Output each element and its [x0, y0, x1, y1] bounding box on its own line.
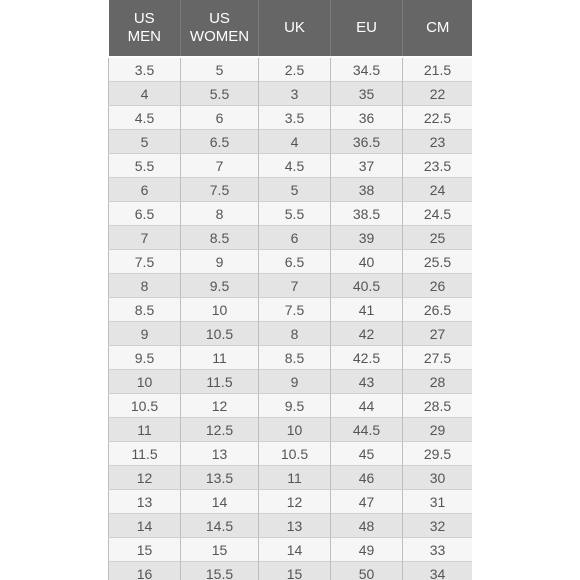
cell-us-women: 6.5	[181, 130, 259, 154]
cell-us-women: 12.5	[181, 418, 259, 442]
cell-cm: 22.5	[403, 106, 473, 130]
cell-cm: 32	[403, 514, 473, 538]
cell-us-women: 15.5	[181, 562, 259, 580]
cell-cm: 28	[403, 370, 473, 394]
cell-eu: 39	[331, 226, 403, 250]
header-label: US	[133, 10, 155, 27]
cell-eu: 50	[331, 562, 403, 580]
table-row	[109, 202, 473, 226]
table-row	[109, 58, 473, 82]
cell-us-men: 11.5	[109, 442, 181, 466]
cell-uk: 4.5	[259, 154, 331, 178]
cell-cm: 27.5	[403, 346, 473, 370]
table-row	[109, 130, 473, 154]
cell-uk: 9	[259, 370, 331, 394]
cell-cm: 30	[403, 466, 473, 490]
cell-uk: 8.5	[259, 346, 331, 370]
cell-us-men: 4	[109, 82, 181, 106]
table-row	[109, 106, 473, 130]
cell-us-women: 10	[181, 298, 259, 322]
cell-cm: 27	[403, 322, 473, 346]
cell-us-men: 7.5	[109, 250, 181, 274]
cell-us-men: 9	[109, 322, 181, 346]
table-row	[109, 394, 473, 418]
cell-uk: 11	[259, 466, 331, 490]
cell-eu: 42.5	[331, 346, 403, 370]
cell-us-men: 10	[109, 370, 181, 394]
cell-uk: 3	[259, 82, 331, 106]
cell-uk: 4	[259, 130, 331, 154]
header-label: US	[209, 10, 230, 27]
cell-us-women: 13.5	[181, 466, 259, 490]
cell-cm: 25	[403, 226, 473, 250]
table-row	[109, 466, 473, 490]
cell-eu: 38.5	[331, 202, 403, 226]
cell-us-women: 5	[181, 58, 259, 82]
cell-eu: 49	[331, 538, 403, 562]
cell-us-men: 6.5	[109, 202, 181, 226]
cell-eu: 40.5	[331, 274, 403, 298]
table-row	[109, 490, 473, 514]
header-label: CM	[426, 19, 450, 36]
cell-eu: 48	[331, 514, 403, 538]
table-row	[109, 82, 473, 106]
cell-us-men: 10.5	[109, 394, 181, 418]
cell-eu: 43	[331, 370, 403, 394]
cell-cm: 29	[403, 418, 473, 442]
cell-eu: 45	[331, 442, 403, 466]
table-row	[109, 322, 473, 346]
cell-cm: 34	[403, 562, 473, 580]
header-uk	[259, 0, 331, 56]
cell-uk: 15	[259, 562, 331, 580]
cell-cm: 26	[403, 274, 473, 298]
cell-cm: 23	[403, 130, 473, 154]
cell-uk: 9.5	[259, 394, 331, 418]
table-body	[109, 58, 473, 580]
table-row	[109, 418, 473, 442]
cell-uk: 10.5	[259, 442, 331, 466]
size-chart	[108, 0, 472, 580]
size-conversion-table	[108, 0, 472, 580]
cell-uk: 5	[259, 178, 331, 202]
cell-eu: 37	[331, 154, 403, 178]
cell-us-women: 8	[181, 202, 259, 226]
cell-uk: 7	[259, 274, 331, 298]
header-us-women	[181, 0, 259, 56]
table-row	[109, 250, 473, 274]
cell-us-men: 13	[109, 490, 181, 514]
cell-us-men: 12	[109, 466, 181, 490]
header-label: EU	[356, 19, 377, 36]
cell-cm: 28.5	[403, 394, 473, 418]
cell-eu: 36	[331, 106, 403, 130]
cell-uk: 6	[259, 226, 331, 250]
cell-cm: 24	[403, 178, 473, 202]
cell-us-men: 7	[109, 226, 181, 250]
table-row	[109, 370, 473, 394]
cell-cm: 24.5	[403, 202, 473, 226]
cell-uk: 12	[259, 490, 331, 514]
table-row	[109, 226, 473, 250]
cell-us-men: 8.5	[109, 298, 181, 322]
header-us-men	[109, 0, 181, 56]
cell-cm: 23.5	[403, 154, 473, 178]
cell-cm: 22	[403, 82, 473, 106]
cell-eu: 35	[331, 82, 403, 106]
cell-eu: 42	[331, 322, 403, 346]
cell-uk: 5.5	[259, 202, 331, 226]
cell-us-men: 16	[109, 562, 181, 580]
table-row	[109, 442, 473, 466]
header-cm	[403, 0, 473, 56]
table-row	[109, 562, 473, 580]
cell-cm: 29.5	[403, 442, 473, 466]
table-row	[109, 154, 473, 178]
cell-us-women: 8.5	[181, 226, 259, 250]
cell-us-men: 5	[109, 130, 181, 154]
cell-us-men: 4.5	[109, 106, 181, 130]
cell-uk: 13	[259, 514, 331, 538]
header-eu	[331, 0, 403, 56]
table-header	[109, 0, 473, 58]
table-row	[109, 178, 473, 202]
cell-us-men: 6	[109, 178, 181, 202]
cell-us-men: 14	[109, 514, 181, 538]
cell-eu: 44.5	[331, 418, 403, 442]
header-label: WOMEN	[189, 28, 250, 45]
cell-us-men: 8	[109, 274, 181, 298]
cell-cm: 25.5	[403, 250, 473, 274]
cell-cm: 33	[403, 538, 473, 562]
cell-us-women: 7.5	[181, 178, 259, 202]
table-row	[109, 538, 473, 562]
cell-uk: 6.5	[259, 250, 331, 274]
cell-us-women: 11	[181, 346, 259, 370]
cell-eu: 47	[331, 490, 403, 514]
cell-eu: 38	[331, 178, 403, 202]
table-row	[109, 514, 473, 538]
cell-us-men: 9.5	[109, 346, 181, 370]
header-row	[109, 0, 473, 56]
cell-us-men: 11	[109, 418, 181, 442]
header-label: MEN	[127, 28, 161, 45]
table-row	[109, 346, 473, 370]
cell-us-women: 13	[181, 442, 259, 466]
header-label: UK	[284, 19, 305, 36]
cell-us-women: 12	[181, 394, 259, 418]
cell-us-women: 10.5	[181, 322, 259, 346]
cell-us-women: 14	[181, 490, 259, 514]
cell-uk: 10	[259, 418, 331, 442]
cell-eu: 34.5	[331, 58, 403, 82]
cell-us-women: 9	[181, 250, 259, 274]
cell-us-women: 7	[181, 154, 259, 178]
table-row	[109, 298, 473, 322]
cell-uk: 3.5	[259, 106, 331, 130]
cell-us-men: 5.5	[109, 154, 181, 178]
cell-us-women: 11.5	[181, 370, 259, 394]
cell-cm: 31	[403, 490, 473, 514]
cell-cm: 21.5	[403, 58, 473, 82]
cell-us-women: 15	[181, 538, 259, 562]
cell-eu: 41	[331, 298, 403, 322]
cell-us-women: 6	[181, 106, 259, 130]
cell-us-women: 9.5	[181, 274, 259, 298]
cell-us-men: 3.5	[109, 58, 181, 82]
cell-uk: 2.5	[259, 58, 331, 82]
cell-eu: 36.5	[331, 130, 403, 154]
cell-eu: 44	[331, 394, 403, 418]
cell-uk: 7.5	[259, 298, 331, 322]
cell-cm: 26.5	[403, 298, 473, 322]
table-row	[109, 274, 473, 298]
cell-uk: 14	[259, 538, 331, 562]
cell-us-women: 5.5	[181, 82, 259, 106]
cell-us-women: 14.5	[181, 514, 259, 538]
cell-eu: 46	[331, 466, 403, 490]
cell-uk: 8	[259, 322, 331, 346]
cell-eu: 40	[331, 250, 403, 274]
cell-us-men: 15	[109, 538, 181, 562]
